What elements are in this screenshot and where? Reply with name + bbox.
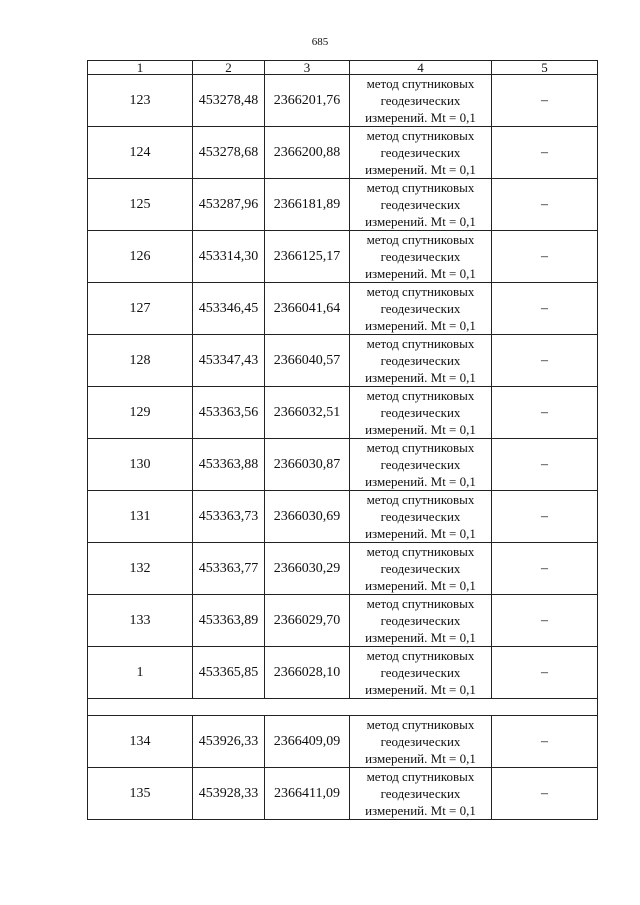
- x-coordinate-cell: 453363,88: [193, 439, 265, 491]
- point-number-cell: 133: [88, 595, 193, 647]
- separator-cell: [88, 699, 598, 716]
- x-coordinate-cell: 453278,48: [193, 75, 265, 127]
- separator-row: [88, 699, 598, 716]
- point-number-cell: 128: [88, 335, 193, 387]
- method-cell: метод спутниковых геодезических измерений. Mt = 0,1: [350, 127, 492, 179]
- method-cell: метод спутниковых геодезических измерений. Mt = 0,1: [350, 231, 492, 283]
- note-cell: –: [492, 768, 598, 820]
- point-number-cell: 134: [88, 716, 193, 768]
- table-row: [88, 75, 598, 127]
- table-row: [88, 595, 598, 647]
- point-number-cell: 127: [88, 283, 193, 335]
- x-coordinate-cell: 453363,56: [193, 387, 265, 439]
- x-coordinate-cell: 453363,89: [193, 595, 265, 647]
- column-header: 1: [88, 61, 193, 75]
- table-row: [88, 179, 598, 231]
- note-cell: –: [492, 647, 598, 699]
- column-header: 2: [193, 61, 265, 75]
- note-cell: –: [492, 283, 598, 335]
- table-row: [88, 387, 598, 439]
- note-cell: –: [492, 543, 598, 595]
- method-cell: метод спутниковых геодезических измерений. Mt = 0,1: [350, 543, 492, 595]
- note-cell: –: [492, 387, 598, 439]
- y-coordinate-cell: 2366028,10: [265, 647, 350, 699]
- point-number-cell: 129: [88, 387, 193, 439]
- y-coordinate-cell: 2366030,87: [265, 439, 350, 491]
- x-coordinate-cell: 453346,45: [193, 283, 265, 335]
- method-cell: метод спутниковых геодезических измерений. Mt = 0,1: [350, 75, 492, 127]
- point-number-cell: 124: [88, 127, 193, 179]
- point-number-cell: 1: [88, 647, 193, 699]
- y-coordinate-cell: 2366181,89: [265, 179, 350, 231]
- note-cell: –: [492, 231, 598, 283]
- method-cell: метод спутниковых геодезических измерений. Mt = 0,1: [350, 595, 492, 647]
- method-cell: метод спутниковых геодезических измерений. Mt = 0,1: [350, 283, 492, 335]
- y-coordinate-cell: 2366409,09: [265, 716, 350, 768]
- point-number-cell: 131: [88, 491, 193, 543]
- page-number: 685: [311, 36, 329, 48]
- note-cell: –: [492, 335, 598, 387]
- x-coordinate-cell: 453365,85: [193, 647, 265, 699]
- table-row: [88, 543, 598, 595]
- table-row: [88, 491, 598, 543]
- x-coordinate-cell: 453278,68: [193, 127, 265, 179]
- note-cell: –: [492, 491, 598, 543]
- method-cell: метод спутниковых геодезических измерений. Mt = 0,1: [350, 439, 492, 491]
- x-coordinate-cell: 453363,77: [193, 543, 265, 595]
- table-row: [88, 231, 598, 283]
- y-coordinate-cell: 2366032,51: [265, 387, 350, 439]
- method-cell: метод спутниковых геодезических измерений. Mt = 0,1: [350, 335, 492, 387]
- point-number-cell: 126: [88, 231, 193, 283]
- x-coordinate-cell: 453363,73: [193, 491, 265, 543]
- method-cell: метод спутниковых геодезических измерений. Mt = 0,1: [350, 491, 492, 543]
- table-body: [88, 75, 598, 820]
- y-coordinate-cell: 2366041,64: [265, 283, 350, 335]
- table-row: [88, 647, 598, 699]
- column-header: 4: [350, 61, 492, 75]
- point-number-cell: 123: [88, 75, 193, 127]
- y-coordinate-cell: 2366201,76: [265, 75, 350, 127]
- y-coordinate-cell: 2366029,70: [265, 595, 350, 647]
- table-row: [88, 716, 598, 768]
- table-row: [88, 768, 598, 820]
- table-row: [88, 283, 598, 335]
- x-coordinate-cell: 453287,96: [193, 179, 265, 231]
- table-row: [88, 439, 598, 491]
- method-cell: метод спутниковых геодезических измерений. Mt = 0,1: [350, 647, 492, 699]
- column-header: 3: [265, 61, 350, 75]
- header-row: [88, 61, 598, 75]
- y-coordinate-cell: 2366040,57: [265, 335, 350, 387]
- note-cell: –: [492, 75, 598, 127]
- x-coordinate-cell: 453347,43: [193, 335, 265, 387]
- y-coordinate-cell: 2366030,69: [265, 491, 350, 543]
- y-coordinate-cell: 2366030,29: [265, 543, 350, 595]
- note-cell: –: [492, 595, 598, 647]
- note-cell: –: [492, 179, 598, 231]
- method-cell: метод спутниковых геодезических измерений. Mt = 0,1: [350, 179, 492, 231]
- y-coordinate-cell: 2366125,17: [265, 231, 350, 283]
- note-cell: –: [492, 439, 598, 491]
- point-number-cell: 132: [88, 543, 193, 595]
- method-cell: метод спутниковых геодезических измерений. Mt = 0,1: [350, 387, 492, 439]
- table-row: [88, 335, 598, 387]
- x-coordinate-cell: 453928,33: [193, 768, 265, 820]
- y-coordinate-cell: 2366411,09: [265, 768, 350, 820]
- x-coordinate-cell: 453314,30: [193, 231, 265, 283]
- note-cell: –: [492, 716, 598, 768]
- point-number-cell: 125: [88, 179, 193, 231]
- note-cell: –: [492, 127, 598, 179]
- x-coordinate-cell: 453926,33: [193, 716, 265, 768]
- column-header: 5: [492, 61, 598, 75]
- method-cell: метод спутниковых геодезических измерений. Mt = 0,1: [350, 768, 492, 820]
- point-number-cell: 135: [88, 768, 193, 820]
- method-cell: метод спутниковых геодезических измерений. Mt = 0,1: [350, 716, 492, 768]
- point-number-cell: 130: [88, 439, 193, 491]
- y-coordinate-cell: 2366200,88: [265, 127, 350, 179]
- table-row: [88, 127, 598, 179]
- coordinates-table: [87, 60, 598, 820]
